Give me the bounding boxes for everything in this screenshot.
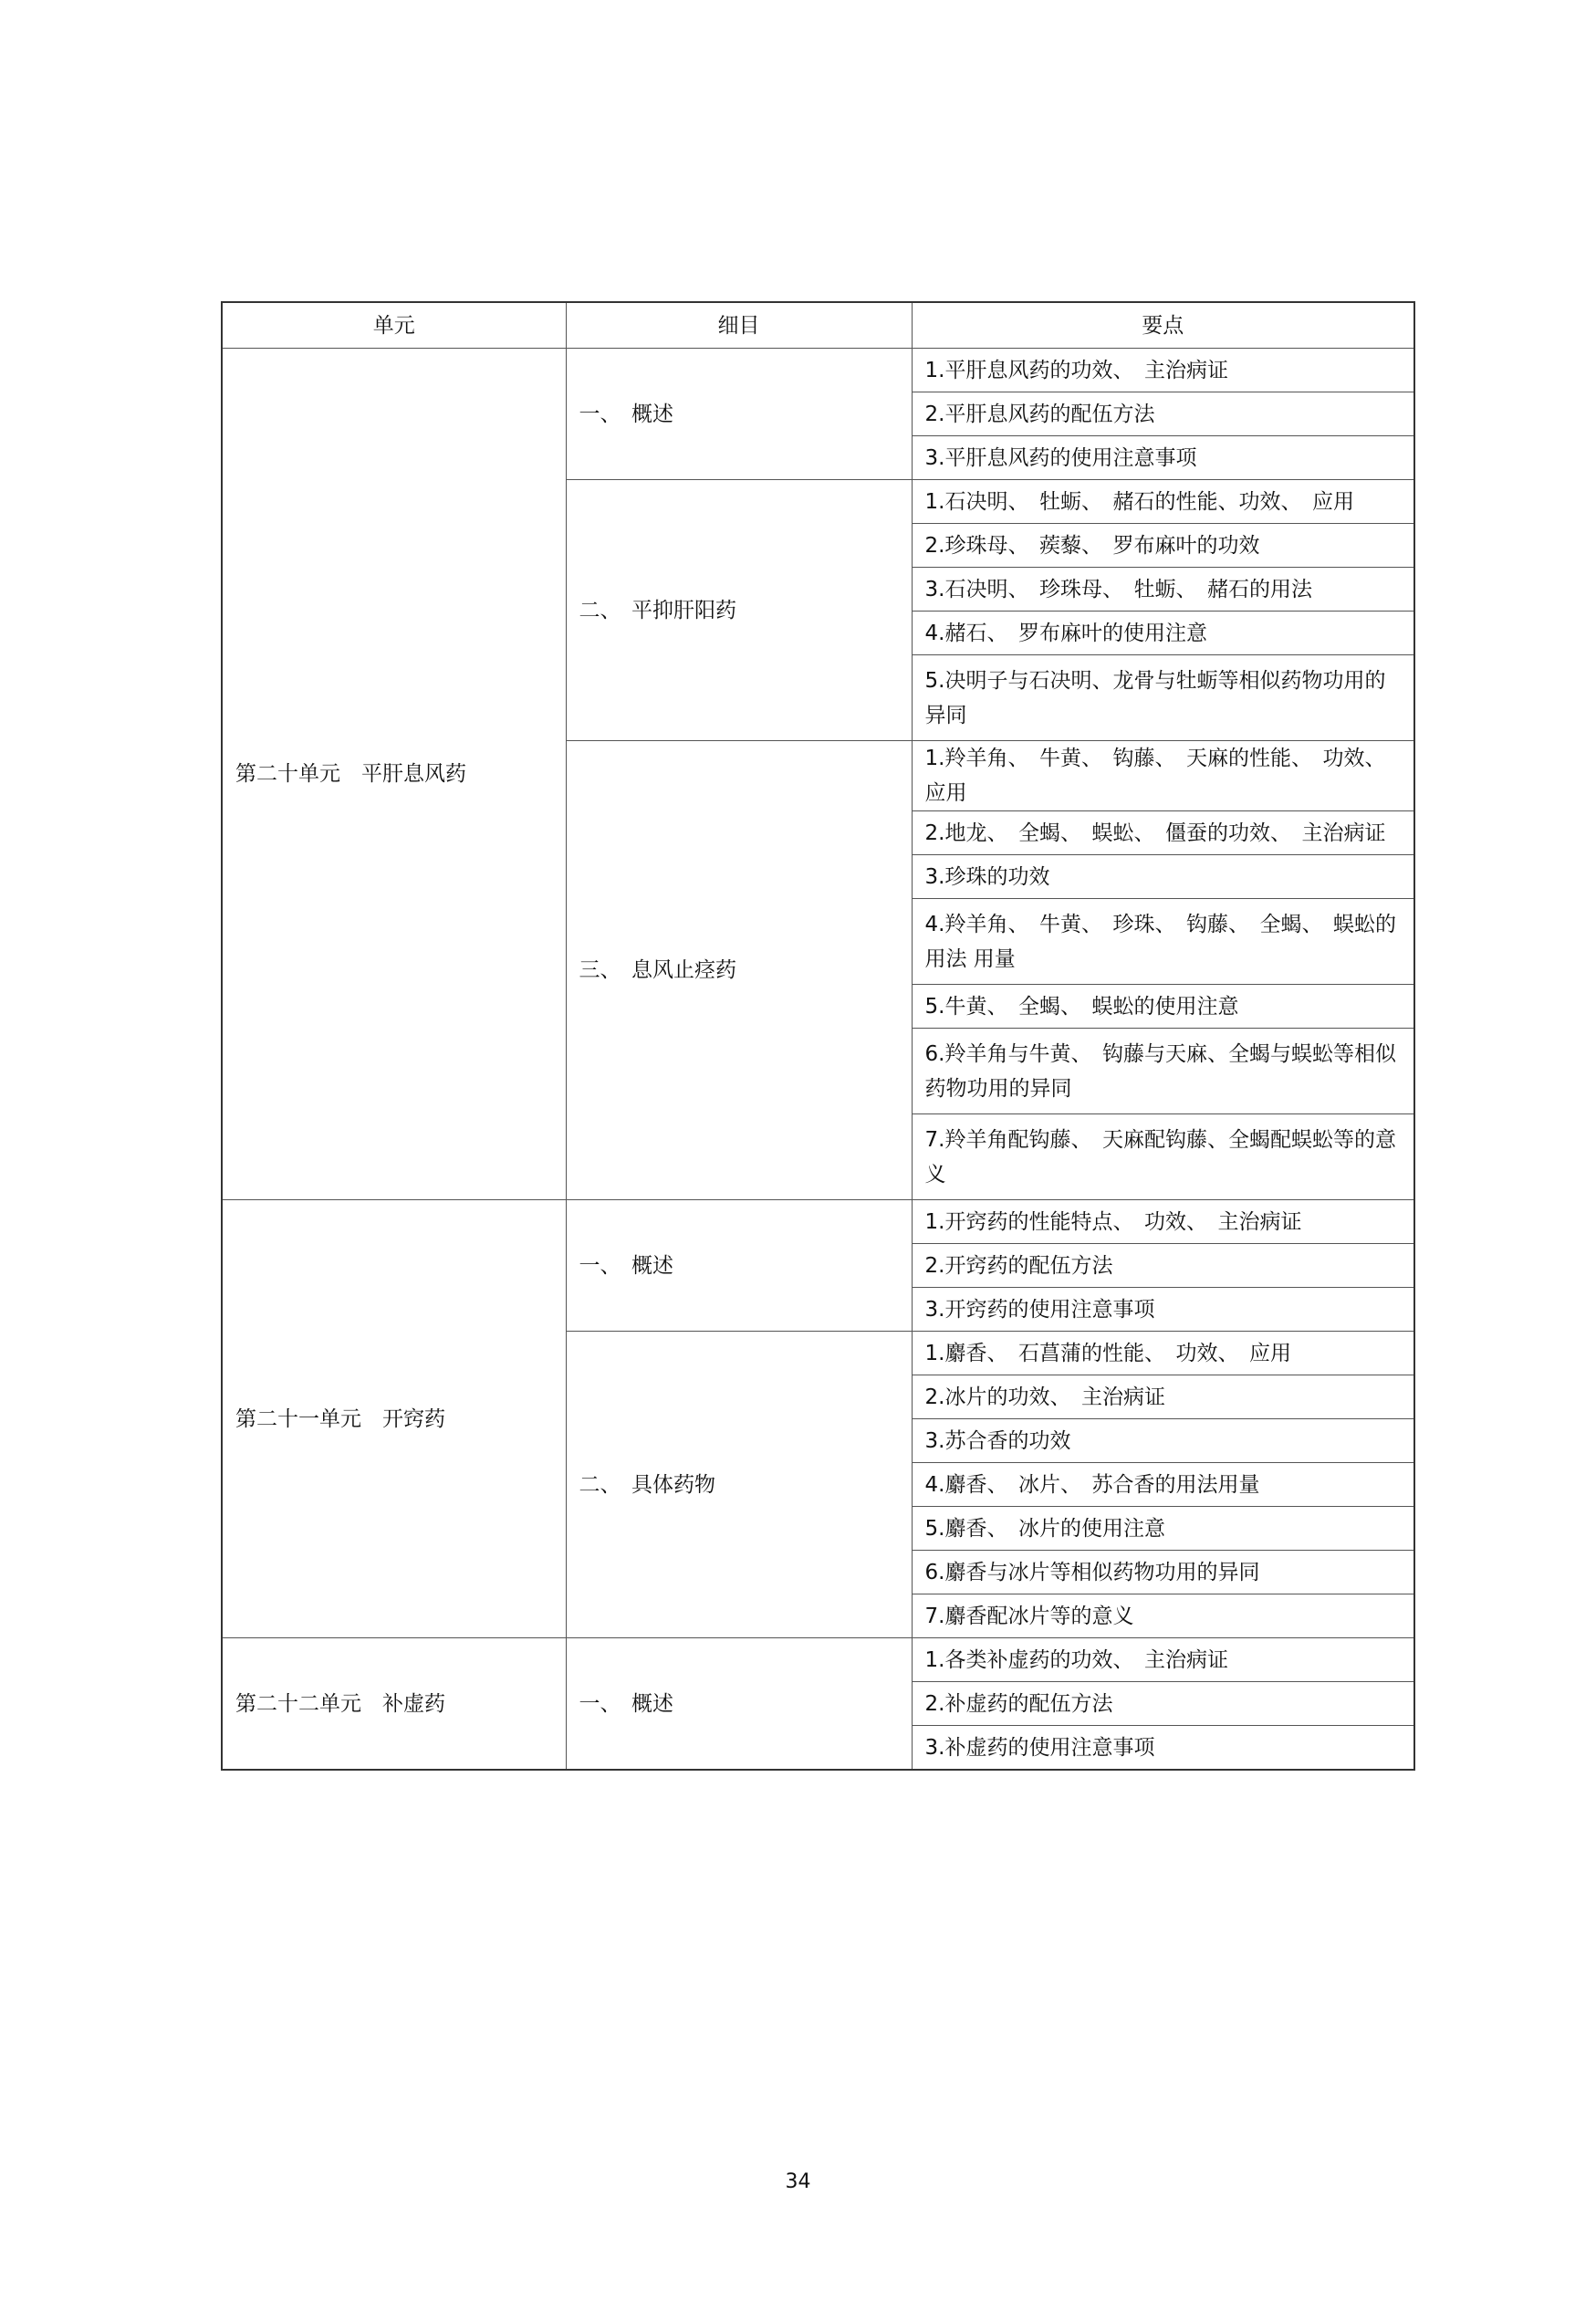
keypoint-cell: 1.平肝息风药的功效、 主治病证	[912, 349, 1414, 392]
keypoint-cell: 6.麝香与冰片等相似药物功用的异同	[912, 1551, 1414, 1594]
keypoint-cell: 2.珍珠母、 蒺藜、 罗布麻叶的功效	[912, 524, 1414, 568]
subitem-cell: 一、 概述	[566, 349, 912, 480]
header-row	[222, 302, 1414, 349]
table-row	[222, 1200, 1414, 1244]
keypoint-cell: 2.平肝息风药的配伍方法	[912, 392, 1414, 436]
keypoint-cell: 3.平肝息风药的使用注意事项	[912, 436, 1414, 480]
keypoint-cell: 2.冰片的功效、 主治病证	[912, 1375, 1414, 1419]
keypoint-cell: 7.羚羊角配钩藤、 天麻配钩藤、全蝎配蜈蚣等的意义	[912, 1114, 1414, 1200]
table-row	[222, 1638, 1414, 1682]
page-number: 34	[785, 2170, 811, 2193]
keypoint-cell: 5.麝香、 冰片的使用注意	[912, 1507, 1414, 1551]
keypoint-cell: 1.开窍药的性能特点、 功效、 主治病证	[912, 1200, 1414, 1244]
unit-cell: 第二十二单元 补虚药	[222, 1638, 566, 1771]
keypoint-cell: 2.地龙、 全蝎、 蜈蚣、 僵蚕的功效、 主治病证	[912, 811, 1414, 855]
keypoint-cell: 3.开窍药的使用注意事项	[912, 1288, 1414, 1332]
subitem-cell: 二、 平抑肝阳药	[566, 480, 912, 741]
keypoint-cell: 3.苏合香的功效	[912, 1419, 1414, 1463]
subitem-cell: 一、 概述	[566, 1200, 912, 1332]
keypoint-cell: 4.羚羊角、 牛黄、 珍珠、 钩藤、 全蝎、 蜈蚣的用法 用量	[912, 899, 1414, 985]
keypoint-cell: 4.赭石、 罗布麻叶的使用注意	[912, 612, 1414, 655]
keypoint-cell: 3.补虚药的使用注意事项	[912, 1726, 1414, 1771]
header-unit: 单元	[222, 302, 566, 349]
keypoint-cell: 6.羚羊角与牛黄、 钩藤与天麻、全蝎与蜈蚣等相似药物功用的异同	[912, 1029, 1414, 1114]
keypoint-cell: 1.各类补虚药的功效、 主治病证	[912, 1638, 1414, 1682]
unit-cell: 第二十单元 平肝息风药	[222, 349, 566, 1200]
keypoint-cell: 1.麝香、 石菖蒲的性能、 功效、 应用	[912, 1332, 1414, 1375]
keypoint-cell: 2.补虚药的配伍方法	[912, 1682, 1414, 1726]
keypoint-cell: 2.开窍药的配伍方法	[912, 1244, 1414, 1288]
keypoint-cell: 1.石决明、 牡蛎、 赭石的性能、功效、 应用	[912, 480, 1414, 524]
keypoint-cell: 4.麝香、 冰片、 苏合香的用法用量	[912, 1463, 1414, 1507]
keypoint-cell: 5.牛黄、 全蝎、 蜈蚣的使用注意	[912, 985, 1414, 1029]
keypoint-cell: 5.决明子与石决明、龙骨与牡蛎等相似药物功用的异同	[912, 655, 1414, 741]
keypoint-cell: 3.石决明、 珍珠母、 牡蛎、 赭石的用法	[912, 568, 1414, 612]
subitem-cell: 二、 具体药物	[566, 1332, 912, 1638]
syllabus-table	[221, 301, 1415, 1771]
keypoint-cell: 3.珍珠的功效	[912, 855, 1414, 899]
header-keypoints: 要点	[912, 302, 1414, 349]
keypoint-cell: 7.麝香配冰片等的意义	[912, 1594, 1414, 1638]
subitem-cell: 三、 息风止痉药	[566, 741, 912, 1200]
keypoint-cell: 1.羚羊角、 牛黄、 钩藤、 天麻的性能、 功效、应用	[912, 741, 1414, 811]
table-row	[222, 349, 1414, 392]
unit-cell: 第二十一单元 开窍药	[222, 1200, 566, 1638]
subitem-cell: 一、 概述	[566, 1638, 912, 1771]
header-subitem: 细目	[566, 302, 912, 349]
